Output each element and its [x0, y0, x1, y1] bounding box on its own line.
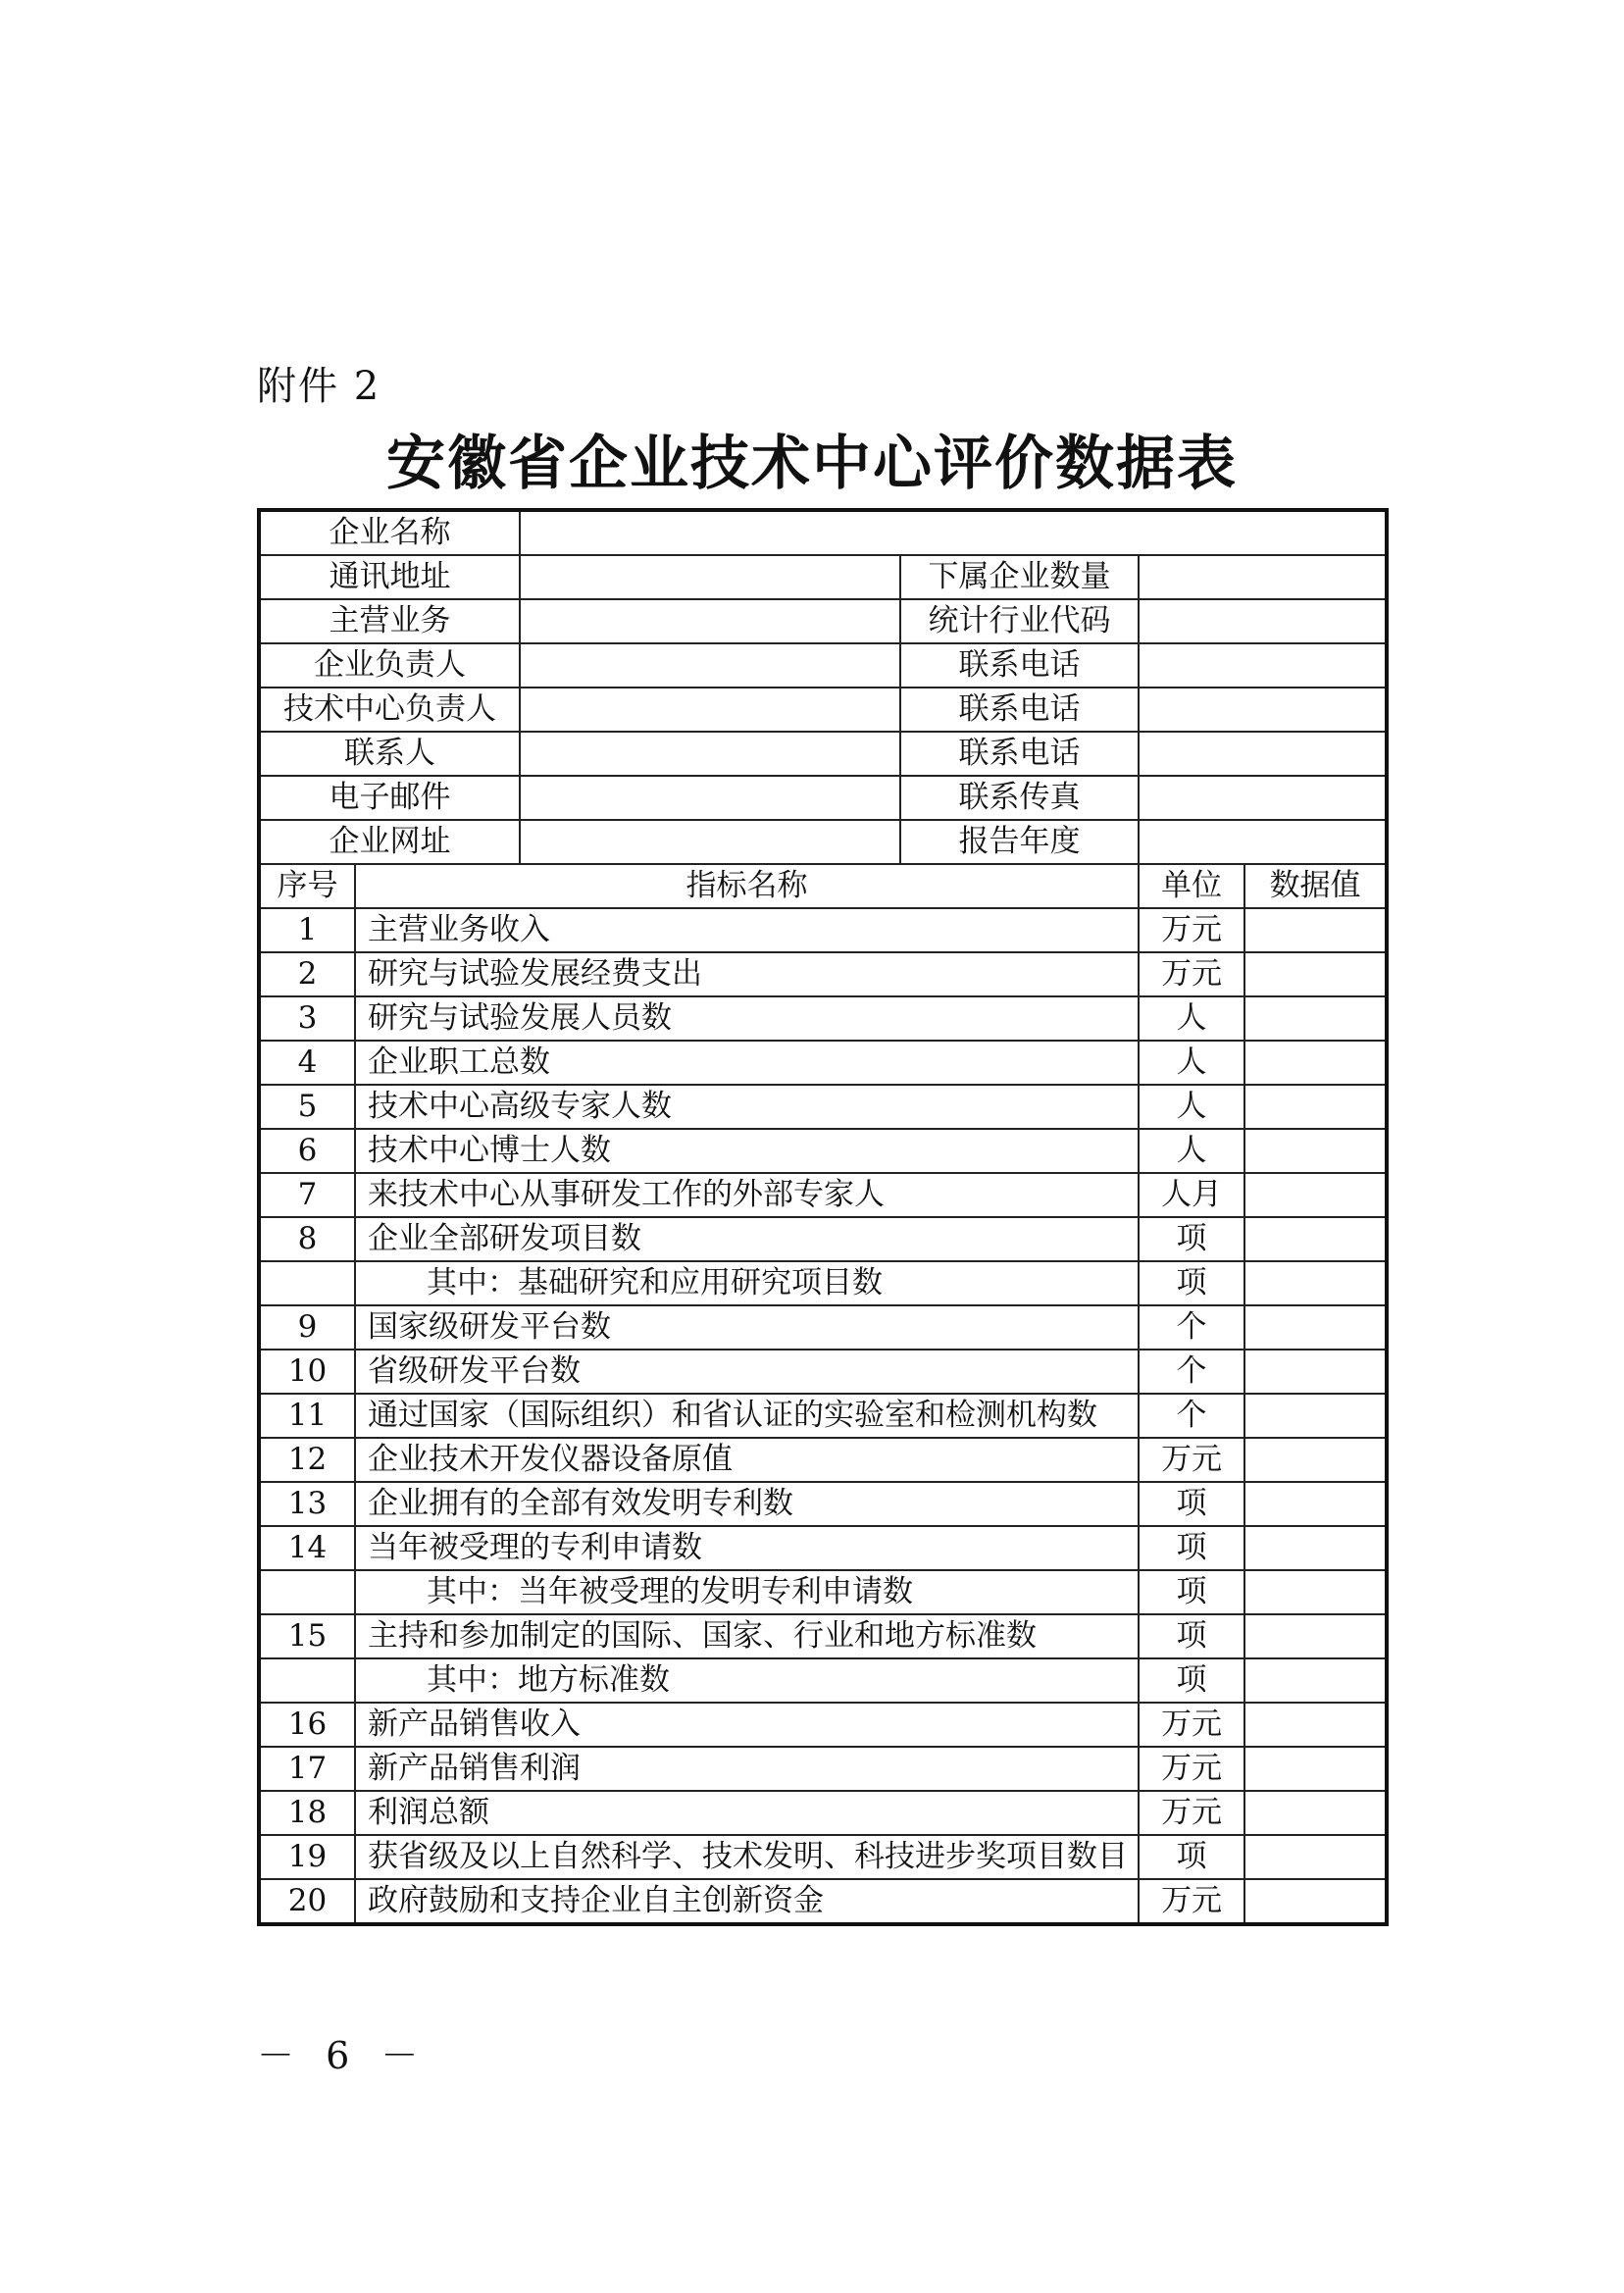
- indicator-name: 企业拥有的全部有效发明专利数: [355, 1482, 1139, 1526]
- table-row: [259, 1438, 1387, 1482]
- indicator-unit: 人: [1139, 1085, 1244, 1129]
- indicator-unit: 个: [1139, 1394, 1244, 1438]
- info-row: [259, 688, 1387, 732]
- row-index: 5: [259, 1085, 355, 1129]
- fax-label: 联系传真: [900, 776, 1139, 820]
- indicator-value-field[interactable]: [1244, 1879, 1387, 1924]
- row-index: 17: [259, 1747, 355, 1791]
- table-row: [259, 996, 1387, 1041]
- subsidiary-count-field[interactable]: [1139, 555, 1387, 599]
- address-field[interactable]: [520, 555, 900, 599]
- company-name-label: 企业名称: [259, 510, 520, 555]
- indicator-value-field[interactable]: [1244, 1835, 1387, 1879]
- table-row: [259, 1747, 1387, 1791]
- info-row: [259, 820, 1387, 864]
- info-row: [259, 732, 1387, 776]
- table-row: [259, 1482, 1387, 1526]
- table-row: [259, 1614, 1387, 1658]
- indicator-unit: 项: [1139, 1217, 1244, 1261]
- contact-person-label: 联系人: [259, 732, 520, 776]
- indicator-value-field[interactable]: [1244, 1747, 1387, 1791]
- table-row: [259, 1879, 1387, 1924]
- indicator-value-field[interactable]: [1244, 1482, 1387, 1526]
- attachment-label: 附件 2: [257, 364, 381, 409]
- table-row: [259, 1791, 1387, 1835]
- indicator-unit: 万元: [1139, 952, 1244, 996]
- row-index: 7: [259, 1173, 355, 1217]
- indicator-value-field[interactable]: [1244, 1129, 1387, 1173]
- email-field[interactable]: [520, 776, 900, 820]
- indicator-header-row: [259, 864, 1387, 908]
- phone-label: 联系电话: [900, 732, 1139, 776]
- indicator-name: 企业技术开发仪器设备原值: [355, 1438, 1139, 1482]
- indicator-value-field[interactable]: [1244, 1658, 1387, 1703]
- industry-code-label: 统计行业代码: [900, 599, 1139, 643]
- indicator-unit: 万元: [1139, 1703, 1244, 1747]
- table-row: [259, 1173, 1387, 1217]
- row-index: 13: [259, 1482, 355, 1526]
- report-year-label: 报告年度: [900, 820, 1139, 864]
- row-index: 20: [259, 1879, 355, 1924]
- info-row: [259, 599, 1387, 643]
- row-index: 10: [259, 1350, 355, 1394]
- indicator-unit: 人: [1139, 996, 1244, 1041]
- indicator-name: 利润总额: [355, 1791, 1139, 1835]
- indicator-unit: 项: [1139, 1570, 1244, 1614]
- indicator-value-field[interactable]: [1244, 1614, 1387, 1658]
- indicator-value-field[interactable]: [1244, 1350, 1387, 1394]
- indicator-name: 通过国家（国际组织）和省认证的实验室和检测机构数: [355, 1394, 1139, 1438]
- row-index: 14: [259, 1526, 355, 1570]
- row-index: 9: [259, 1305, 355, 1350]
- phone-label: 联系电话: [900, 688, 1139, 732]
- company-info-section: [259, 510, 1387, 908]
- indicator-name: 技术中心高级专家人数: [355, 1085, 1139, 1129]
- table-row: [259, 1041, 1387, 1085]
- indicator-name: 省级研发平台数: [355, 1350, 1139, 1394]
- table-row: [259, 1658, 1387, 1703]
- row-index: [259, 1261, 355, 1305]
- indicator-unit: 万元: [1139, 1747, 1244, 1791]
- indicator-value-field[interactable]: [1244, 908, 1387, 952]
- row-index: 18: [259, 1791, 355, 1835]
- indicator-name: 企业职工总数: [355, 1041, 1139, 1085]
- row-index: 8: [259, 1217, 355, 1261]
- row-index: 4: [259, 1041, 355, 1085]
- indicator-name: 其中：基础研究和应用研究项目数: [355, 1261, 1139, 1305]
- indicator-unit: 万元: [1139, 1438, 1244, 1482]
- row-index: 11: [259, 1394, 355, 1438]
- table-row: [259, 908, 1387, 952]
- main-business-label: 主营业务: [259, 599, 520, 643]
- indicator-unit: 万元: [1139, 1791, 1244, 1835]
- indicator-rows: [259, 908, 1387, 1924]
- tech-center-head-phone-field[interactable]: [1139, 688, 1387, 732]
- indicator-value-field[interactable]: [1244, 1570, 1387, 1614]
- indicator-name: 国家级研发平台数: [355, 1305, 1139, 1350]
- indicator-name: 来技术中心从事研发工作的外部专家人: [355, 1173, 1139, 1217]
- page-title: 安徽省企业技术中心评价数据表: [386, 430, 1238, 498]
- company-name-field[interactable]: [520, 510, 1387, 555]
- main-business-field[interactable]: [520, 599, 900, 643]
- table-row: [259, 1835, 1387, 1879]
- indicator-unit: 人: [1139, 1129, 1244, 1173]
- indicator-unit: 项: [1139, 1261, 1244, 1305]
- indicator-value-field[interactable]: [1244, 1394, 1387, 1438]
- indicator-value-field[interactable]: [1244, 952, 1387, 996]
- industry-code-field[interactable]: [1139, 599, 1387, 643]
- indicator-unit: 人: [1139, 1041, 1244, 1085]
- row-index: [259, 1658, 355, 1703]
- table-row: [259, 1350, 1387, 1394]
- tech-center-head-field[interactable]: [520, 688, 900, 732]
- indicator-name: 技术中心博士人数: [355, 1129, 1139, 1173]
- email-label: 电子邮件: [259, 776, 520, 820]
- table-row: [259, 1703, 1387, 1747]
- row-index: 16: [259, 1703, 355, 1747]
- row-index: 2: [259, 952, 355, 996]
- info-row: [259, 776, 1387, 820]
- indicator-value-field[interactable]: [1244, 1173, 1387, 1217]
- table-row: [259, 1526, 1387, 1570]
- indicator-name: 获省级及以上自然科学、技术发明、科技进步奖项目数目: [355, 1835, 1139, 1879]
- company-head-phone-field[interactable]: [1139, 643, 1387, 688]
- table-row: [259, 1129, 1387, 1173]
- indicator-value-field[interactable]: [1244, 1438, 1387, 1482]
- header-data-value: 数据值: [1244, 864, 1387, 908]
- info-row: [259, 643, 1387, 688]
- evaluation-data-table: [257, 508, 1389, 1926]
- tech-center-head-label: 技术中心负责人: [259, 688, 520, 732]
- table-row: [259, 1085, 1387, 1129]
- indicator-unit: 个: [1139, 1305, 1244, 1350]
- indicator-unit: 项: [1139, 1482, 1244, 1526]
- info-row: [259, 510, 1387, 555]
- indicator-value-field[interactable]: [1244, 1703, 1387, 1747]
- indicator-unit: 项: [1139, 1614, 1244, 1658]
- indicator-name: 企业全部研发项目数: [355, 1217, 1139, 1261]
- indicator-name: 研究与试验发展经费支出: [355, 952, 1139, 996]
- indicator-name: 研究与试验发展人员数: [355, 996, 1139, 1041]
- indicator-name: 主持和参加制定的国际、国家、行业和地方标准数: [355, 1614, 1139, 1658]
- row-index: 15: [259, 1614, 355, 1658]
- subsidiary-count-label: 下属企业数量: [900, 555, 1139, 599]
- header-index: 序号: [259, 864, 355, 908]
- indicator-value-field[interactable]: [1244, 996, 1387, 1041]
- indicator-unit: 个: [1139, 1350, 1244, 1394]
- row-index: 3: [259, 996, 355, 1041]
- website-label: 企业网址: [259, 820, 520, 864]
- address-label: 通讯地址: [259, 555, 520, 599]
- row-index: 6: [259, 1129, 355, 1173]
- indicator-unit: 万元: [1139, 1879, 1244, 1924]
- table-row: [259, 1570, 1387, 1614]
- table-row: [259, 1261, 1387, 1305]
- table-row: [259, 1305, 1387, 1350]
- table-row: [259, 952, 1387, 996]
- indicator-value-field[interactable]: [1244, 1526, 1387, 1570]
- indicator-name: 新产品销售收入: [355, 1703, 1139, 1747]
- fax-field[interactable]: [1139, 776, 1387, 820]
- header-unit: 单位: [1139, 864, 1244, 908]
- info-row: [259, 555, 1387, 599]
- contact-person-phone-field[interactable]: [1139, 732, 1387, 776]
- company-head-label: 企业负责人: [259, 643, 520, 688]
- indicator-unit: 万元: [1139, 908, 1244, 952]
- report-year-field[interactable]: [1139, 820, 1387, 864]
- table-row: [259, 1394, 1387, 1438]
- contact-person-field[interactable]: [520, 732, 900, 776]
- indicator-value-field[interactable]: [1244, 1041, 1387, 1085]
- row-index: 1: [259, 908, 355, 952]
- company-head-field[interactable]: [520, 643, 900, 688]
- indicator-unit: 项: [1139, 1526, 1244, 1570]
- indicator-name: 主营业务收入: [355, 908, 1139, 952]
- indicator-value-field[interactable]: [1244, 1305, 1387, 1350]
- indicator-unit: 项: [1139, 1658, 1244, 1703]
- row-index: 12: [259, 1438, 355, 1482]
- header-indicator-name: 指标名称: [355, 864, 1139, 908]
- indicator-name: 其中：地方标准数: [355, 1658, 1139, 1703]
- row-index: [259, 1570, 355, 1614]
- indicator-value-field[interactable]: [1244, 1085, 1387, 1129]
- indicator-name: 其中：当年被受理的发明专利申请数: [355, 1570, 1139, 1614]
- indicator-name: 当年被受理的专利申请数: [355, 1526, 1139, 1570]
- table-row: [259, 1217, 1387, 1261]
- phone-label: 联系电话: [900, 643, 1139, 688]
- indicator-value-field[interactable]: [1244, 1261, 1387, 1305]
- indicator-unit: 人月: [1139, 1173, 1244, 1217]
- row-index: 19: [259, 1835, 355, 1879]
- indicator-value-field[interactable]: [1244, 1217, 1387, 1261]
- indicator-name: 新产品销售利润: [355, 1747, 1139, 1791]
- indicator-value-field[interactable]: [1244, 1791, 1387, 1835]
- website-field[interactable]: [520, 820, 900, 864]
- page-number: － 6 －: [257, 2034, 429, 2077]
- indicator-unit: 项: [1139, 1835, 1244, 1879]
- indicator-name: 政府鼓励和支持企业自主创新资金: [355, 1879, 1139, 1924]
